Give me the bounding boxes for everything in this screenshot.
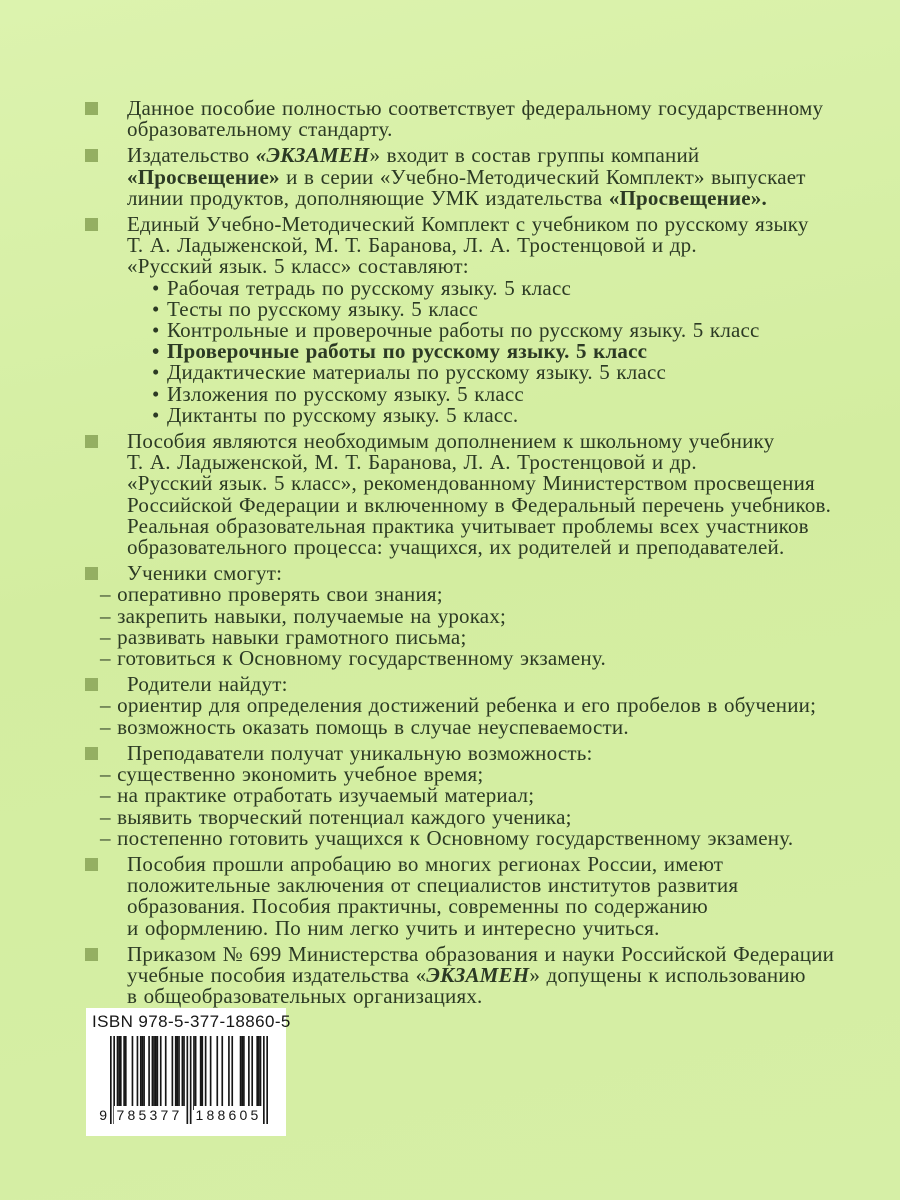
- list-item: [85, 785, 877, 806]
- text-segment: Т. А. Ладыженской, М. Т. Баранова, Л. А. Тростенцовой и др.: [127, 233, 697, 258]
- text-segment: Диктанты по русскому языку. 5 класс.: [167, 402, 519, 427]
- list-item: [85, 603, 877, 628]
- isbn-label: ISBN 978-5-377-18860-5: [92, 1012, 291, 1031]
- text-segment: – на практике отработать изучаемый материал;: [100, 783, 535, 808]
- text-segment: – возможность оказать помощь в случае неуспеваемости.: [100, 714, 629, 739]
- text-segment: – закрепить навыки, получаемые на уроках;: [100, 603, 507, 628]
- text-segment: образовательного процесса: учащихся, их родителей и преподавателей.: [127, 535, 785, 560]
- text-segment: Пособия прошли апробацию во многих регионах России, имеют: [127, 851, 724, 876]
- text-segment: линии продуктов, дополняющие УМК издательства: [127, 185, 609, 210]
- paragraph: [85, 98, 877, 140]
- text-segment: Реальная образовательная практика учитывает проблемы всех участников: [127, 513, 809, 538]
- list-item: [85, 695, 877, 716]
- bullet-square-icon: [85, 435, 98, 448]
- paragraph: [85, 214, 877, 278]
- text-segment: «Просвещение»: [127, 164, 280, 189]
- text-segment: образовательному стандарту.: [127, 117, 393, 142]
- text-segment: – готовиться к Основному государственному экзамену.: [100, 646, 606, 671]
- text-segment: Данное пособие полностью соответствует федеральному государственному: [127, 96, 824, 120]
- bullet-square-icon: [85, 747, 98, 760]
- dot-bullet-icon: •: [152, 296, 160, 321]
- ean13-barcode: [99, 1036, 268, 1128]
- text-segment: – ориентир для определения достижений ребенка и его пробелов в обучении;: [100, 693, 817, 718]
- content: [85, 98, 877, 1007]
- dot-bullet-icon: •: [152, 275, 160, 300]
- text-segment: учебные пособия издательства «: [127, 962, 427, 987]
- text-segment: положительные заключения от специалистов институтов развития: [127, 873, 739, 898]
- text-segment: ЭКЗАМЕН: [426, 962, 530, 987]
- bullet-square-icon: [85, 218, 98, 231]
- list-item: [85, 714, 877, 739]
- paragraph: [85, 851, 877, 940]
- bullet-square-icon: [85, 678, 98, 691]
- bullet-square-icon: [85, 858, 98, 871]
- list-item: [85, 381, 877, 406]
- list-item: [85, 624, 877, 649]
- text-segment: Изложения по русскому языку. 5 класс: [167, 381, 524, 406]
- text-segment: и оформлению. По ним легко учить и интересно учиться.: [127, 915, 660, 940]
- text-segment: в общеобразовательных организациях.: [127, 984, 483, 1009]
- text-segment: и в серии «Учебно-Методический Комплект» выпускает: [279, 164, 806, 189]
- text-segment: – развивать навыки грамотного письма;: [100, 624, 467, 649]
- text-segment: – оперативно проверять свои знания;: [100, 582, 443, 607]
- list-item: [85, 362, 877, 383]
- text-segment: Ученики смогут:: [127, 561, 283, 586]
- list-item: [85, 584, 877, 605]
- text-segment: – постепенно готовить учащихся к Основному государственному экзамену.: [100, 825, 794, 850]
- list-item: [85, 402, 877, 427]
- text-segment: «Русский язык. 5 класс», рекомендованному Министерством просвещения: [127, 471, 815, 496]
- bullet-square-icon: [85, 567, 98, 580]
- dot-bullet-icon: •: [152, 381, 160, 406]
- barcode-digits-right: 188605: [195, 1107, 262, 1123]
- text-segment: Преподаватели получат уникальную возможность:: [127, 740, 593, 765]
- text-segment: «Просвещение».: [608, 185, 767, 210]
- barcode-digits-left: 785377: [114, 1106, 185, 1124]
- paragraph: [85, 941, 877, 1009]
- text-segment: Тесты по русскому языку. 5 класс: [167, 296, 479, 321]
- text-segment: Российской Федерации и включенному в Федеральный перечень учебников.: [127, 492, 832, 517]
- paragraph: [85, 431, 877, 558]
- dot-bullet-icon: •: [152, 318, 160, 343]
- list-item: [85, 275, 877, 300]
- isbn-block: [86, 1008, 291, 1136]
- text-segment: » допущены к использованию: [529, 962, 806, 987]
- text-segment: Пособия являются необходимым дополнением к школьному учебнику: [127, 429, 775, 454]
- text-segment: образования. Пособия практичны, современны по содержанию: [127, 894, 708, 919]
- text-segment: – выявить творческий потенциал каждого ученика;: [100, 804, 572, 829]
- text-segment: «Русский язык. 5 класс» составляют:: [127, 254, 469, 279]
- paragraph: [85, 674, 877, 695]
- list-item: [85, 825, 877, 850]
- text-segment: » входит в состав группы компаний: [369, 143, 700, 168]
- list-item: [85, 341, 877, 362]
- text-segment: Единый Учебно-Методический Комплект с учебником по русскому языку: [127, 212, 809, 237]
- dot-bullet-icon: •: [152, 360, 160, 385]
- paragraph: [85, 563, 877, 584]
- bullet-square-icon: [85, 102, 98, 115]
- dot-bullet-icon: •: [152, 402, 160, 427]
- list-item: [85, 648, 877, 669]
- text-segment: – существенно экономить учебное время;: [100, 762, 484, 787]
- text-segment: «ЭКЗАМЕН: [255, 143, 370, 168]
- bullet-square-icon: [85, 948, 98, 961]
- paragraph: [85, 145, 877, 209]
- text-segment: Дидактические материалы по русскому языку. 5 класс: [167, 360, 667, 385]
- text-segment: Проверочные работы по русскому языку. 5 класс: [167, 339, 648, 364]
- bullet-square-icon: [85, 149, 98, 162]
- list-item: [85, 804, 877, 829]
- list-item: [85, 296, 877, 321]
- text-segment: Родители найдут:: [127, 672, 288, 697]
- dot-bullet-icon: •: [152, 339, 160, 364]
- text-segment: Т. А. Ладыженской, М. Т. Баранова, Л. А. Тростенцовой и др.: [127, 450, 697, 475]
- text-segment: Издательство: [127, 143, 256, 168]
- text-segment: Рабочая тетрадь по русскому языку. 5 класс: [167, 275, 571, 300]
- text-segment: Приказом № 699 Министерства образования и науки Российской Федерации: [127, 941, 835, 966]
- list-item: [85, 320, 877, 341]
- list-item: [85, 764, 877, 785]
- paragraph: [85, 740, 877, 765]
- barcode-digit-first: 9: [99, 1107, 107, 1123]
- text-segment: Контрольные и проверочные работы по русскому языку. 5 класс: [167, 318, 760, 343]
